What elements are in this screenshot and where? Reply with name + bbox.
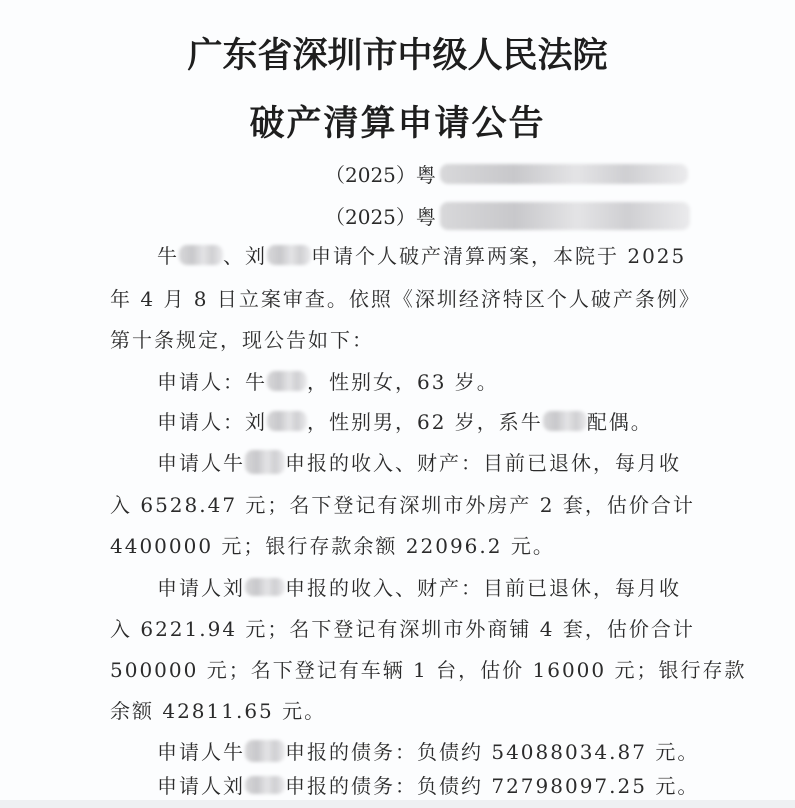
- redacted-name: [245, 776, 285, 794]
- assets-1-line-1: [157, 447, 681, 476]
- applicant-details: ，性别男，62 岁，系牛: [307, 410, 543, 434]
- applicant-label: 申请人：牛: [157, 370, 267, 394]
- redacted-name: [245, 578, 285, 596]
- case-number-2: [325, 201, 690, 230]
- redacted-case-number: [440, 202, 690, 230]
- applicant-details: ，性别女，63 岁。: [307, 370, 499, 394]
- redacted-name: [267, 371, 307, 391]
- intro-text: 申请个人破产清算两案，本院于 2025: [311, 244, 687, 268]
- surname-liu: 、刘: [223, 244, 267, 268]
- applicant-label: 申请人刘: [157, 576, 245, 600]
- case-number-prefix: （2025）粤: [325, 163, 436, 187]
- redacted-name: [267, 245, 311, 265]
- intro-line-3: 第十条规定，现公告如下：: [110, 328, 374, 352]
- applicant-1-info: [157, 366, 499, 395]
- debt-text: 申报的债务：负债约 54088034.87 元。: [285, 740, 700, 764]
- assets-2-line-1: [157, 572, 681, 601]
- assets-text: 申报的收入、财产：目前已退休，每月收: [285, 451, 681, 475]
- surname-niu: 牛: [157, 244, 179, 268]
- redacted-name: [543, 411, 587, 431]
- redacted-name: [245, 450, 285, 474]
- debt-2: [157, 770, 699, 799]
- assets-1-line-2: 入 6528.47 元；名下登记有深圳市外房产 2 套，估价合计: [110, 493, 695, 517]
- assets-2-line-2: 入 6221.94 元；名下登记有深圳市外商铺 4 套，估价合计: [110, 617, 695, 641]
- redacted-name: [245, 740, 285, 762]
- redacted-name: [179, 245, 223, 265]
- redacted-case-number: [440, 164, 688, 184]
- applicant-label: 申请人牛: [157, 451, 245, 475]
- applicant-label: 申请人：刘: [157, 410, 267, 434]
- debt-text: 申报的债务：负债约 72798097.25 元。: [285, 774, 700, 798]
- assets-2-line-3: 500000 元；名下登记有车辆 1 台，估价 16000 元；银行存款: [110, 658, 747, 682]
- intro-line-2: 年 4 月 8 日立案审查。依照《深圳经济特区个人破产条例》: [110, 287, 701, 311]
- intro-line-1: [157, 240, 686, 269]
- assets-2-line-4: 余额 42811.65 元。: [110, 699, 327, 723]
- page-bottom-edge: [0, 800, 795, 808]
- spouse-text: 配偶。: [586, 410, 653, 434]
- redacted-name: [267, 411, 307, 431]
- applicant-label: 申请人牛: [157, 740, 245, 764]
- case-number-1: [325, 159, 688, 188]
- applicant-label: 申请人刘: [157, 774, 245, 798]
- case-number-prefix: （2025）粤: [325, 205, 436, 229]
- debt-1: [157, 736, 699, 765]
- assets-1-line-3: 4400000 元；银行存款余额 22096.2 元。: [110, 534, 555, 558]
- assets-text: 申报的收入、财产：目前已退休，每月收: [285, 576, 681, 600]
- notice-title: 破产清算申请公告: [249, 103, 546, 144]
- court-name-title: 广东省深圳市中级人民法院: [187, 35, 608, 76]
- applicant-2-info: [157, 406, 653, 435]
